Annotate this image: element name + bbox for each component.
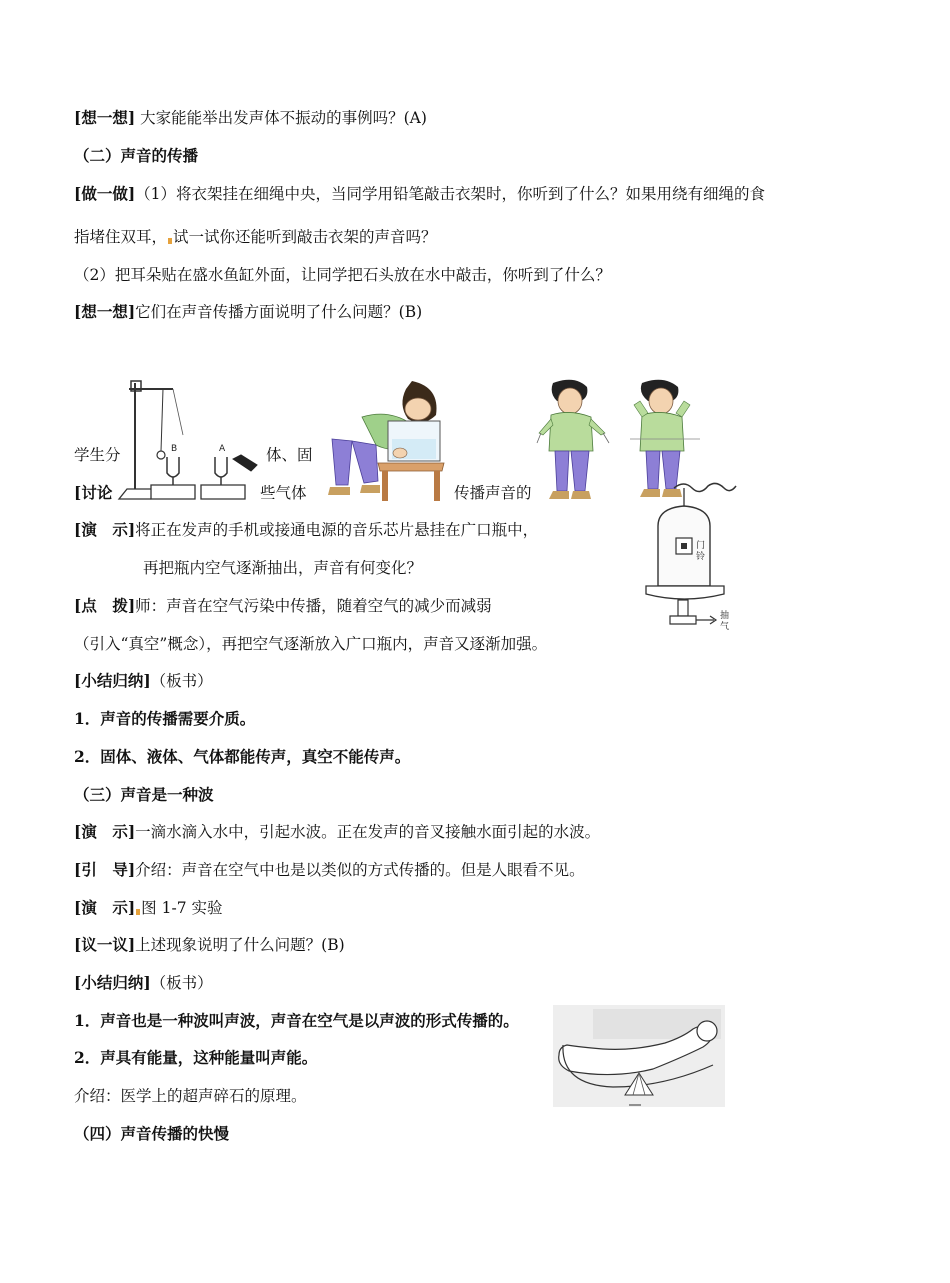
line-text: 试一试你还能听到敲击衣架的声音吗？ [173,228,437,246]
do-line [74,183,765,205]
line-text: 将正在发声的手机或接通电源的音乐芯片悬挂在广口瓶中， [135,521,539,539]
line-text: 指堵住双耳， [74,228,168,246]
discuss-tag: [讨论 [74,483,113,502]
section-tag: [点 拨] [74,596,136,615]
line-text: 大家能能举出发声体不振动的事例吗？(A) [135,109,427,127]
line-text: 上述现象说明了什么问题？(B) [135,936,345,954]
line-text: 它们在声音传播方面说明了什么问题？(B) [135,303,423,321]
line-text: （板书） [150,974,213,992]
fork-label-a: A [219,444,226,454]
fork-label-b: B [171,444,178,454]
section-heading-3: （三）声音是一种波 [74,785,214,804]
section-tag: [演 示] [74,520,136,539]
student-line-partial-2: 体、固 [266,446,313,464]
section-tag: [演 示] [74,898,136,917]
section-tag: [想一想] [74,302,136,321]
student-line-partial: 学生分 [74,446,121,464]
boy-fish-tank-figure [318,375,448,505]
line-text: （1）将衣架挂在细绳中央，当同学用铅笔敲击衣架时，你听到了什么？如果用绕有细绳的食 [135,185,766,203]
summary-line-2 [74,972,213,994]
tuning-fork-figure [115,375,265,505]
bell-label: 门铃 [696,541,706,562]
hint-line-cont: （引入“真空”概念），再把空气逐渐放入广口瓶内，声音又逐渐加强。 [74,635,548,653]
bell-jar-figure [640,478,750,643]
think-line-1 [74,107,427,129]
summary-point-1: 1．声音的传播需要介质。 [74,709,256,728]
marker-icon [136,909,140,915]
section-heading-2: （二）声音的传播 [74,146,199,165]
pump-label: 抽气 [720,611,730,632]
line-text: 介绍：声音在空气中也是以类似的方式传播的。但是人眼看不见。 [135,861,585,879]
section-tag: [想一想] [74,108,136,127]
section-tag: [做一做] [74,184,136,203]
line-text: （板书） [150,672,213,690]
section-tag: [引 导] [74,860,136,879]
summary-point-2: 2．固体、液体、气体都能传声，真空不能传声。 [74,747,411,766]
discuss-partial-1: 些气体 [260,484,307,502]
demo-line-1-cont: 再把瓶内空气逐渐抽出，声音有何变化？ [143,559,423,577]
summary-point-4: 2．声具有能量，这种能量叫声能。 [74,1048,318,1067]
demo-line-2 [74,821,600,843]
demo-line-1 [74,519,538,541]
do-line-2: （2）把耳朵贴在盛水鱼缸外面，让同学把石头放在水中敲击，你听到了什么？ [74,266,611,284]
intro-line: 介绍：医学上的超声碎石的原理。 [74,1087,307,1105]
boy-hanger-figure [535,375,615,505]
summary-line-1 [74,670,213,692]
section-tag: [小结归纳] [74,671,151,690]
section-tag: [小结归纳] [74,973,151,992]
guide-line [74,859,585,881]
do-line-cont [74,226,437,248]
discuss-line [74,934,345,956]
section-heading-4: （四）声音传播的快慢 [74,1124,230,1143]
line-text: 图 1-7 实验 [141,899,223,917]
marker-icon [168,238,172,244]
think-line-2 [74,301,422,323]
section-tag: [议一议] [74,935,136,954]
demo-line-3 [74,897,223,919]
section-tag: [演 示] [74,822,136,841]
lithotripsy-figure [553,1005,725,1107]
line-text: 一滴水滴入水中，引起水波。正在发声的音叉接触水面引起的水波。 [135,823,601,841]
discuss-partial-2: 传播声音的 [454,484,532,502]
line-text: 师：声音在空气污染中传播，随着空气的减少而减弱 [135,597,492,615]
hint-line [74,595,492,617]
summary-point-3: 1．声音也是一种波叫声波，声音在空气是以声波的形式传播的。 [74,1011,519,1030]
